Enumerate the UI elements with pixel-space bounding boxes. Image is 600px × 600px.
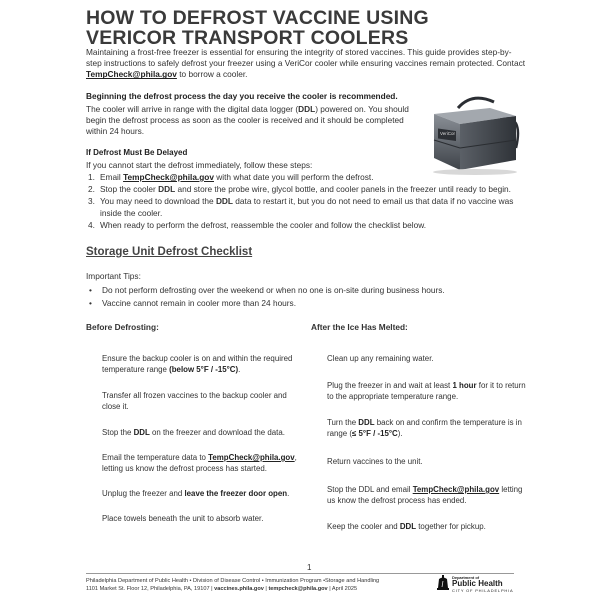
step-number: 1.: [88, 172, 95, 182]
intro-after: to borrow a cooler.: [176, 69, 248, 80]
tip-text: Do not perform defrosting over the weekend or when no one is on-site during business hours.: [102, 285, 445, 295]
item-text-mid: back on and confirm the temperature is in range (: [327, 418, 522, 438]
bullet-icon: •: [89, 285, 92, 295]
public-health-logo: [436, 575, 518, 595]
item-email-link[interactable]: TempCheck@phila.gov: [208, 453, 295, 462]
checklist-item-after: [327, 522, 527, 533]
delayed-steps-list: [86, 172, 536, 232]
checklist-item-after: [327, 381, 527, 402]
item-text: Place towels beneath the unit to absorb water.: [102, 514, 264, 523]
item-text: Unplug the freezer and: [102, 489, 185, 498]
footer-address: 1101 Market St. Floor 12, Philadelphia, PA, 19107 |: [86, 586, 215, 592]
checklist-item-before: [102, 489, 312, 500]
item-text-end: together for pickup.: [416, 522, 486, 531]
item-text-end: .: [287, 489, 290, 498]
delayed-heading: If Defrost Must Be Delayed: [86, 148, 188, 157]
tips-list: [86, 284, 526, 309]
intro-text: Maintaining a frost-free freezer is essential for ensuring the integrity of stored vaccines. This guide provides step-by-step instructions to safely defrost your freezer using a VeriCor cooler while ensuring vaccines remain protected. Contact: [86, 47, 526, 69]
intro-paragraph: [86, 47, 526, 81]
step-bold: DDL: [215, 196, 233, 207]
vericor-cooler-photo: [420, 88, 528, 176]
item-text: Keep the cooler and: [327, 522, 400, 531]
item-bold: DDL: [358, 418, 375, 427]
footer-separator: |: [263, 586, 269, 592]
step-text: You may need to download the: [100, 196, 216, 207]
item-bold: DDL: [133, 428, 150, 437]
item-text: Ensure the backup cooler is on and within the required temperature range: [102, 354, 293, 374]
list-item: [86, 184, 536, 195]
step-text-end: and store the probe wire, glycol bottle, and cooler panels in the freezer until ready to begin.: [175, 184, 511, 195]
delayed-intro: If you cannot start the defrost immediately, follow these steps:: [86, 160, 313, 170]
bullet-icon: •: [89, 297, 92, 308]
beginning-text-a: The cooler will arrive in range with the digital data logger (: [86, 104, 299, 114]
step-text: When ready to perform the defrost, reassemble the cooler and follow the checklist below.: [100, 219, 427, 230]
intro-email-link[interactable]: TempCheck@phila.gov: [86, 69, 177, 80]
checklist-item-after: [327, 457, 527, 468]
footer-date: | April 2025: [327, 586, 358, 592]
footer-website-link[interactable]: vaccines.phila.gov: [214, 586, 264, 592]
before-defrosting-heading: Before Defrosting:: [86, 322, 159, 332]
footer-email-link[interactable]: tempcheck@phila.gov: [268, 586, 328, 592]
item-text: Plug the freezer in and wait at least: [327, 381, 453, 390]
footer-divider: [86, 573, 514, 574]
item-bold: 1 hour: [452, 381, 477, 390]
tip-text: Vaccine cannot remain in cooler more than 24 hours.: [102, 297, 297, 308]
logo-name: Public Health: [452, 579, 503, 588]
item-text-end: , letting us know the defrost process has started.: [102, 453, 297, 473]
item-bold: DDL: [399, 522, 417, 531]
step-email-link[interactable]: TempCheck@phila.gov: [123, 172, 214, 182]
step-bold: DDL: [158, 184, 176, 195]
list-item: [86, 284, 526, 297]
footer-line-2: [86, 585, 426, 593]
checklist-item-after: [327, 485, 527, 506]
list-item: [86, 297, 526, 310]
page-number: 1: [307, 563, 312, 572]
item-text: Email the temperature data to: [102, 453, 209, 462]
item-text-end: for it to return to the appropriate temperature range.: [327, 381, 526, 401]
item-text-end: .: [238, 364, 241, 374]
checklist-item-after: [327, 418, 532, 439]
step-text-end: with what date you will perform the defrost.: [213, 172, 374, 182]
title-line-2: VERICOR TRANSPORT COOLERS: [86, 27, 409, 49]
item-text: Clean up any remaining water.: [327, 354, 434, 363]
checklist-item-before: [102, 453, 312, 474]
step-number: 4.: [88, 219, 95, 230]
step-text-end: data to restart it, but you do not need to email us that data if no vaccine was inside the cooler.: [100, 196, 514, 218]
after-ice-melted-heading: After the Ice Has Melted:: [311, 322, 408, 332]
item-email-link[interactable]: TempCheck@phila.gov: [412, 485, 500, 494]
item-bold: leave the freezer door open: [184, 489, 288, 498]
step-number: 2.: [88, 184, 95, 195]
footer-text: [86, 577, 426, 593]
beginning-heading: Beginning the defrost process the day you receive the cooler is recommended.: [86, 91, 398, 101]
checklist-item-before: [102, 514, 312, 525]
footer-line-1: Philadelphia Department of Public Health • Division of Disease Control • Immunization Program •Storage and Handling: [86, 578, 380, 584]
checklist-item-before: [102, 428, 312, 439]
beginning-ddl: DDL: [298, 104, 316, 114]
document-title: [86, 8, 506, 48]
item-text-end: letting us know the defrost process has ended.: [327, 485, 523, 505]
item-text: Stop the: [102, 428, 134, 437]
item-text: Transfer all frozen vaccines to the backup cooler and close it.: [102, 391, 287, 411]
list-item: [86, 172, 536, 183]
item-bold: (below 5°F / -15°C): [169, 364, 239, 374]
title-line-1: HOW TO DEFROST VACCINE USING: [86, 7, 429, 29]
item-text: Return vaccines to the unit.: [327, 457, 423, 466]
checklist-item-before: [102, 354, 302, 375]
checklist-item-after: [327, 354, 527, 365]
cooler-brand-label: VeriCor: [440, 131, 456, 136]
beginning-text-b: ) powered on. You should begin the defrost process as soon as the cooler is received and it should be completed within 24 hours.: [86, 104, 409, 137]
item-text: Turn the: [327, 418, 359, 427]
item-bold-2: ≤ 5°F / -15°C: [352, 428, 398, 438]
logo-city: CITY OF PHILADELPHIA: [452, 588, 514, 593]
step-text: Stop the cooler: [100, 184, 159, 195]
item-text: Stop the DDL and email: [327, 485, 413, 494]
checklist-title: Storage Unit Defrost Checklist: [86, 246, 253, 258]
item-text-end: on the freezer and download the data.: [149, 428, 285, 437]
step-number: 3.: [88, 196, 95, 207]
checklist-item-before: [102, 391, 302, 412]
list-item: [86, 196, 536, 218]
list-item: [86, 220, 536, 231]
logo-department: Department of: [452, 575, 480, 580]
liberty-bell-icon: [436, 575, 450, 593]
step-text: Email: [100, 172, 124, 182]
beginning-text: [86, 104, 416, 138]
item-text-end: ).: [397, 428, 403, 438]
tips-label: Important Tips:: [86, 271, 141, 281]
